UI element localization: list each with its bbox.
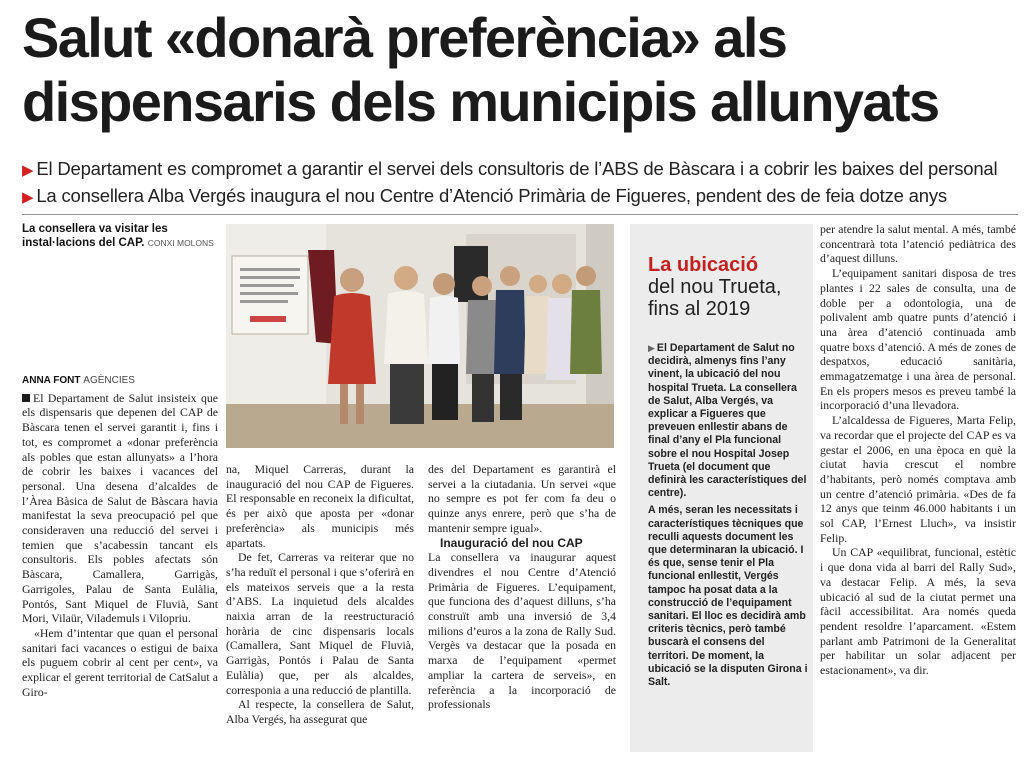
paragraph: De fet, Carreras va reiterar que no s’ha reduït el personal i que s’oferirà en els mateixos serveis que a la resta d’ABS. La inquietud dels alcaldes naixia arran de la reestructuració horària de cinc dispensaris locals (Camallera, Sant Miquel de Fluvià, Garrigàs, Pontós i Palau de Santa Eulàlia) que, per als alcaldes, corresponia a una reducció de plantilla. bbox=[226, 550, 414, 697]
subhead-1: ▶ El Departament es compromet a garantir el servei dels consultoris de l’ABS de Bàscara i a cobrir les baixes del personal bbox=[22, 158, 998, 179]
photo-caption bbox=[22, 222, 222, 250]
sidebar-title bbox=[648, 254, 808, 320]
photo-illustration bbox=[226, 224, 614, 448]
square-icon bbox=[22, 394, 30, 402]
caption-text: La consellera va visitar les instal·lacions del CAP. bbox=[22, 223, 168, 249]
column-1 bbox=[22, 374, 218, 699]
sidebar-paragraph: ▶ El Departament de Salut no decidirà, almenys fins l’any vinent, la ubicació del nou hospital Trueta. La consellera de Salut, Alba Vergés, va explicar a Figueres que preveuen enllestir abans de final d’any el Pla funcional sobre el nou Hospital Josep Trueta (el document que definirà les característiques del centre). bbox=[648, 342, 807, 500]
author: ANNA FONT bbox=[22, 375, 81, 386]
subhead-2: ▶ La consellera Alba Vergés inaugura el nou Centre d’Atenció Primària de Figueres, pendent des de feia dotze anys bbox=[22, 185, 947, 206]
paragraph: des del Departament es garantirà el servei a la ciutadania. Un servei «que no sempre es pot fer com fa deu o quinze anys enrere, però que s’ha de mantenir sempre igual». bbox=[428, 462, 616, 535]
headline bbox=[22, 6, 1012, 134]
article-photo bbox=[226, 224, 614, 448]
sidebar-box bbox=[630, 224, 813, 752]
divider bbox=[22, 214, 1018, 215]
sidebar-title-red: La ubicació bbox=[648, 254, 759, 276]
paragraph: La consellera va inaugurar aquest divendres el nou Centre d’Atenció Primària de Figueres. L’equipament, que funciona des d’aquest dilluns, s’ha construït amb una inversió de 3,4 milions d’euros a la zona de Rally Sud. Vergès va destacar que la posada en marxa de l’equipament «permet ampliar la cartera de serveis», en referència a la incorporació de professionals bbox=[428, 550, 616, 712]
paragraph: El Departament de Salut insisteix que els dispensaris que depenen del CAP de Bàscara tenen el servei garantit i, fins i tot, es compromet a «donar preferència als pobles que estan allunyats» a l’hora de cobrir les baixes i vacances del personal. Una desena d’alcaldes de l’Àrea Bàsica de Salut de Bàscara havia manifestat la seva preocupació pel que consideraven una reducció del servei i temien que s’acabessin tancant els consultoris. Els pobles afectats són Bàscara, Camallera, Garrigàs, Garrigoles, Palau de Santa Eulàlia, Pontós, Sant Miquel de Fluvià, Sant Mori, Vilaür, Vilademuls i Vilopriu. bbox=[22, 390, 218, 626]
sidebar-title-rest: del nou Trueta, fins al 2019 bbox=[648, 276, 782, 320]
photo-credit: CONXI MOLONS bbox=[147, 238, 214, 248]
paragraph: per atendre la salut mental. A més, també concentrarà tota l’atenció pediàtrica des d’aquest dilluns. bbox=[820, 222, 1016, 266]
paragraph: L’equipament sanitari disposa de tres plantes i 22 sales de consulta, una de doble per a odontologia, una de polivalent amb quatre punts d’atenció i una àrea d’atenció continuada amb quatre boxs d’atenció. A més de zones de despatxos, educació sanitària, emmagatzematge i una àrea de personal. En els propers mesos es preveu també la incorporació d’una llevadora. bbox=[820, 266, 1016, 413]
paragraph: «Hem d’intentar que quan el personal sanitari faci vacances o estigui de baixa els puguem cobrir al cent per cent», va explicar el gerent territorial de CatSalut a Giro- bbox=[22, 625, 218, 699]
column-4 bbox=[820, 222, 1016, 678]
gray-triangle-icon: ▶ bbox=[648, 343, 655, 353]
byline bbox=[22, 374, 218, 389]
subheads bbox=[22, 156, 1012, 210]
section-heading: Inauguració del nou CAP bbox=[440, 535, 583, 550]
paragraph: na, Miquel Carreras, durant la inauguració del nou CAP de Figueres. El responsable en reconeix la dificultat, és per això que aposta per «donar preferència» als municipis més apartats. bbox=[226, 462, 414, 550]
headline-line-2: dispensaris dels municipis allunyats bbox=[22, 70, 939, 133]
red-triangle-icon: ▶ bbox=[22, 189, 34, 206]
paragraph: L’alcaldessa de Figueres, Marta Felip, va recordar que el projecte del CAP es va gestar el 2006, en una època en què la ciutat havia crescut el nombre d’habitants, però només comptava amb un centre d’atenció primària. «Des de fa 12 anys que teinm 46.000 habitants i un sol CAP, l’Ernest Lluch», va insistir Felip. bbox=[820, 413, 1016, 545]
agency: AGÈNCIES bbox=[83, 375, 135, 386]
paragraph: Al respecte, la consellera de Salut, Alba Vergés, ha assegurat que bbox=[226, 697, 414, 726]
paragraph: Un CAP «equilibrat, funcional, estètic i que dona vida al barri del Rally Sud», va destacar Felip. A més, la seva ubicació al sud de la ciutat permet una fàcil accessibilitat. Ara només queda pendent resoldre l’aparcament. «Estem parlant amb Patrimoni de la Generalitat per habilitar un solar adjacent per estacionament», va dir. bbox=[820, 545, 1016, 678]
sidebar-paragraph: A més, seran les necessitats i característiques tècniques que reculli aquests document les que determinaran la ubicació. I és que, sense tenir el Pla funcional enllestit, Vergés tampoc ha posat data a la construcció de l’equipament sanitari. El lloc es decidirà amb criteris tècnics, però també buscarà el consens del territori. De moment, la ubicació se la disputen Girona i Salt. bbox=[648, 504, 808, 689]
red-triangle-icon: ▶ bbox=[22, 162, 34, 179]
column-3 bbox=[428, 462, 616, 712]
sidebar-body bbox=[648, 342, 808, 693]
headline-line-1: Salut «donarà preferència» als bbox=[22, 6, 787, 69]
column-2 bbox=[226, 462, 414, 727]
